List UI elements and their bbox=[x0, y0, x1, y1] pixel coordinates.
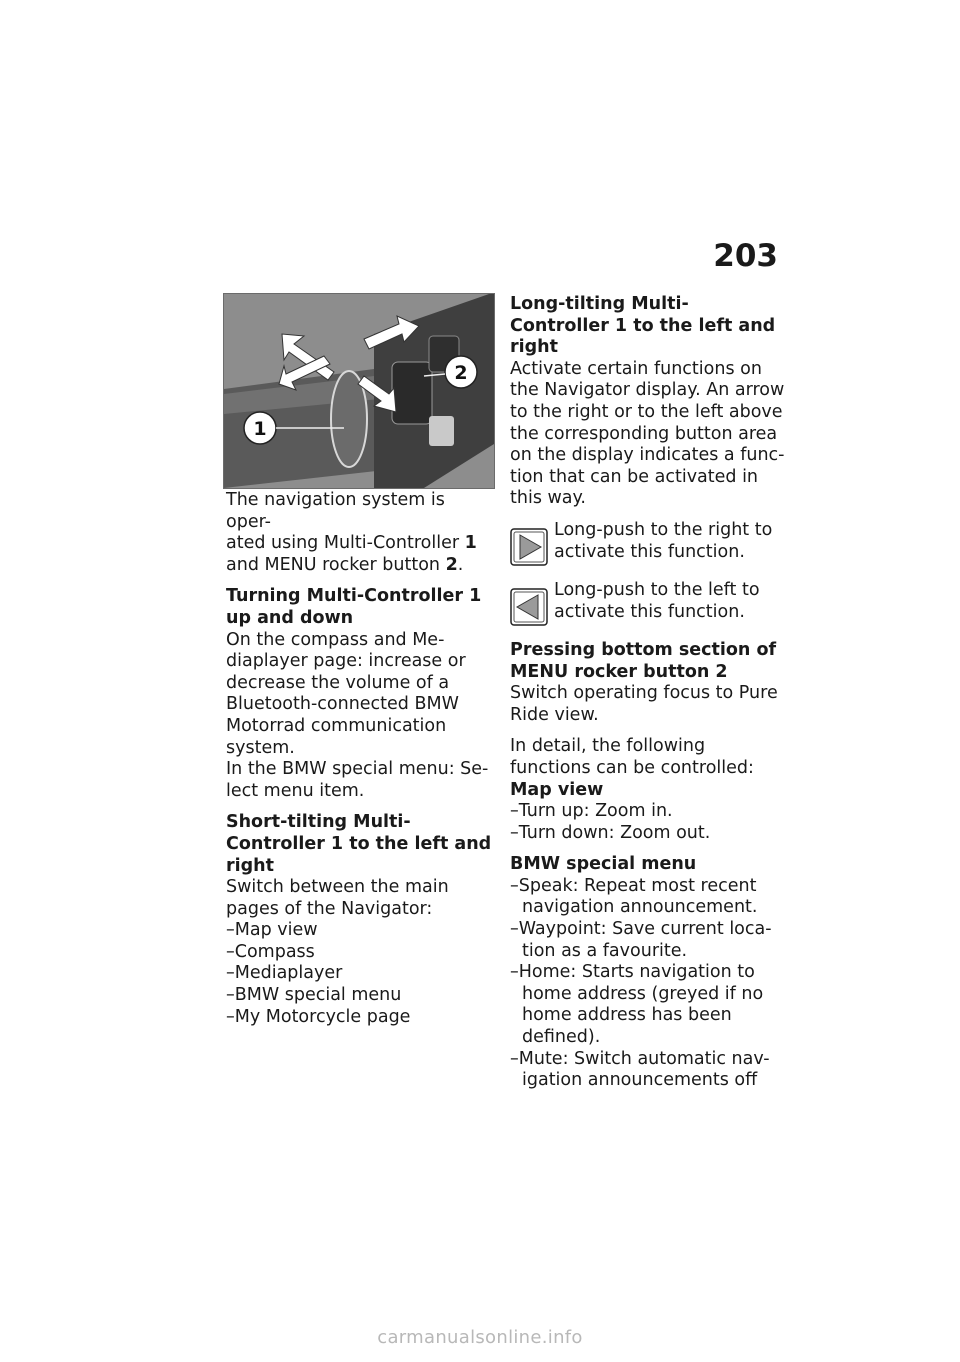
intro-line-b: ated using Multi-Controller bbox=[226, 533, 465, 554]
special-menu-list bbox=[510, 876, 785, 1092]
arrow-right-button-icon bbox=[510, 528, 548, 566]
right-column bbox=[510, 294, 785, 1102]
heading-pressing-bottom: Pressing bottom section of MENU rocker button 2 bbox=[510, 639, 777, 682]
pages-list bbox=[226, 920, 494, 1028]
list-item: – Turn down: Zoom out. bbox=[510, 823, 785, 845]
paragraph-detail-functions: In detail, the following functions can be controlled: bbox=[510, 736, 754, 778]
list-item: – Compass bbox=[226, 942, 494, 964]
list-item: – Mute: Switch automatic nav-igation announcements off bbox=[510, 1049, 785, 1092]
subheading-bmw-special-menu: BMW special menu bbox=[510, 854, 697, 875]
paragraph-pure-ride: Switch operating focus to Pure Ride view. bbox=[510, 683, 778, 725]
list-item: – Turn up: Zoom in. bbox=[510, 801, 785, 823]
intro-end: . bbox=[457, 554, 464, 575]
intro-ref-1: 1 bbox=[464, 533, 477, 554]
callout-long-push-left bbox=[510, 580, 785, 626]
heading-long-tilting: Long-tilting Multi-Controller 1 to the left and right bbox=[510, 294, 776, 358]
heading-turning: Turning Multi-Controller 1 up and down bbox=[226, 586, 482, 628]
callout-right-text: Long-push to the right to activate this function. bbox=[554, 519, 773, 562]
list-item: – BMW special menu bbox=[226, 985, 494, 1007]
paragraph-volume: On the compass and Me-diaplayer page: increase or decrease the volume of a Bluetooth-connected BMW Motorrad communication system. bbox=[226, 629, 466, 758]
paragraph-switch-pages: Switch between the main pages of the Navigator: bbox=[226, 877, 449, 919]
paragraph-activate-functions: Activate certain functions on the Navigator display. An arrow to the right or to the left above the corresponding button area on the display indicates a func-tion that can be activated in this way. bbox=[510, 358, 785, 509]
multi-controller-illustration bbox=[223, 293, 495, 489]
arrow-left-button-icon bbox=[510, 588, 548, 626]
list-item: – Mediaplayer bbox=[226, 963, 494, 985]
watermark: carmanualsonline.info bbox=[377, 1327, 583, 1348]
intro-line-a: The navigation system is oper- bbox=[226, 490, 445, 532]
page-number: 203 bbox=[713, 238, 778, 274]
subheading-map-view: Map view bbox=[510, 779, 604, 800]
map-view-list bbox=[510, 801, 785, 844]
list-item: – My Motorcycle page bbox=[226, 1007, 494, 1029]
callout-long-push-right bbox=[510, 520, 785, 566]
callout-1: 1 bbox=[253, 418, 267, 440]
heading-short-tilting: Short-tilting Multi-Controller 1 to the left and right bbox=[226, 812, 492, 876]
callout-left-text: Long-push to the left to activate this function. bbox=[554, 579, 760, 622]
paragraph-special-menu: In the BMW special menu: Se-lect menu item. bbox=[226, 759, 489, 801]
list-item: – Waypoint: Save current loca-tion as a favourite. bbox=[510, 919, 785, 962]
intro-paragraph bbox=[226, 490, 494, 576]
intro-ref-2: 2 bbox=[445, 554, 458, 575]
left-column bbox=[226, 490, 494, 1038]
list-item: – Home: Starts navigation to home address (greyed if no home address has been defined). bbox=[510, 962, 785, 1048]
intro-line-c: and MENU rocker button bbox=[226, 554, 446, 575]
list-item: – Speak: Repeat most recent navigation announcement. bbox=[510, 876, 785, 919]
callout-2: 2 bbox=[454, 362, 468, 384]
list-item: – Map view bbox=[226, 920, 494, 942]
